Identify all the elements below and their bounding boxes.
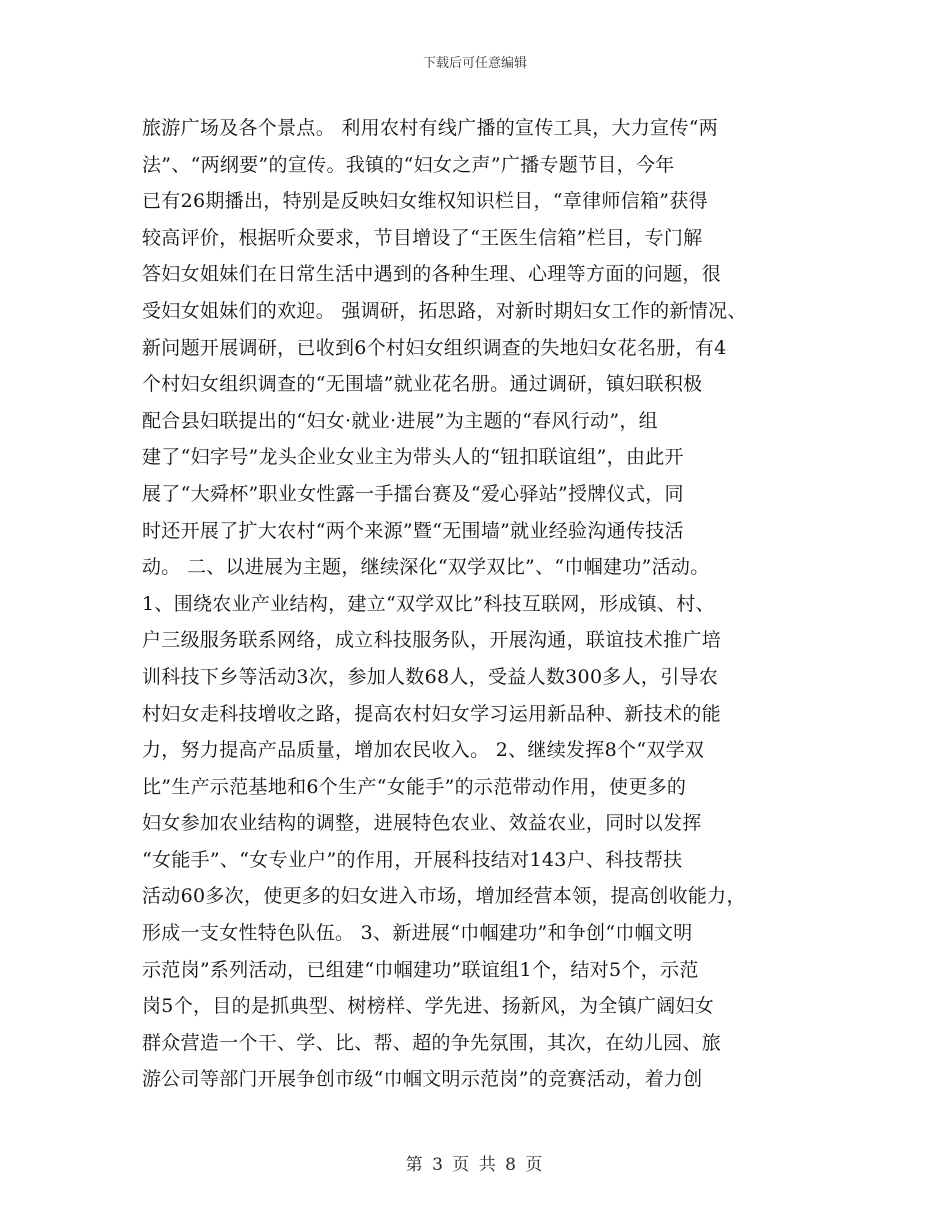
text-line: 力，努力提高产品质量，增加农民收入。 2、继续发挥8个“双学双	[142, 739, 705, 762]
text-line: 活动60多次，使更多的妇女进入市场，增加经营本领，提高创收能力，	[142, 885, 746, 908]
text-line: 受妇女姐妹们的欢迎。 强调研，拓思路，对新时期妇女工作的新情况、	[142, 299, 747, 322]
text-line: 个村妇女组织调查的“无围墙”就业花名册。通过调研，镇妇联积极	[142, 373, 703, 396]
text-line: 答妇女姐妹们在日常生活中遇到的各种生理、心理等方面的问题，很	[142, 263, 722, 286]
text-line: 岗5个，目的是抓典型、树榜样、学先进、扬新风，为全镇广阔妇女	[142, 995, 715, 1018]
text-line: 动。 二、以进展为主题，继续深化“双学双比”、“巾帼建功”活动。	[142, 556, 710, 579]
text-line: 较高评价，根据听众要求，节目增设了“王医生信箱”栏目，专门解	[142, 226, 703, 249]
text-line: 新问题开展调研，已收到6个村妇女组织调查的失地妇女花名册，有4	[142, 336, 727, 359]
page-number: 第 3 页 共 8 页	[405, 1155, 545, 1175]
text-line: 村妇女走科技增收之路，提高农村妇女学习运用新品种、新技术的能	[142, 702, 722, 725]
text-line: 示范岗”系列活动，已组建“巾帼建功”联谊组1个，结对5个，示范	[142, 958, 699, 981]
text-line: 法”、“两纲要”的宣传。我镇的“妇女之声”广播专题节目，今年	[142, 153, 675, 176]
text-line: 1、围绕农业产业结构，建立“双学双比”科技互联网，形成镇、村、	[142, 592, 715, 615]
text-line: 比”生产示范基地和6个生产“女能手”的示范带动作用，使更多的	[142, 775, 687, 798]
text-line: 训科技下乡等活动3次，参加人数68人，受益人数300多人，引导农	[142, 665, 719, 688]
text-line: 建了“妇字号”龙头企业女业主为带头人的“钮扣联谊组”，由此开	[142, 446, 684, 469]
text-line: 妇女参加农业结构的调整，进展特色农业、效益农业，同时以发挥	[142, 812, 702, 835]
text-line: “女能手”、“女专业户”的作用，开展科技结对143户、科技帮扶	[142, 848, 683, 871]
text-line: 群众营造一个干、学、比、帮、超的争先氛围，其次，在幼儿园、旅	[142, 1031, 722, 1054]
text-line: 户三级服务联系网络，成立科技服务队，开展沟通，联谊技术推广培	[142, 629, 722, 652]
text-line: 形成一支女性特色队伍。 3、新进展“巾帼建功”和争创“巾帼文明	[142, 922, 693, 945]
text-line: 时还开展了扩大农村“两个来源”暨“无围墙”就业经验沟通传技活	[142, 519, 684, 542]
document-body	[142, 110, 822, 1098]
text-line: 游公司等部门开展争创市级“巾帼文明示范岗”的竞赛活动，着力创	[142, 1068, 703, 1091]
text-line: 已有26期播出，特别是反映妇女维权知识栏目，“章律师信箱”获得	[142, 190, 708, 213]
text-line: 展了“大舜杯”职业女性露一手擂台赛及“爱心驿站”授牌仪式，同	[142, 482, 684, 505]
page-header-note: 下载后可任意编辑	[422, 56, 527, 71]
text-line: 旅游广场及各个景点。 利用农村有线广播的宣传工具，大力宣传“两	[142, 117, 719, 139]
text-line: 配合县妇联提出的“妇女·就业·进展”为主题的“春风行动”，组	[142, 409, 658, 432]
